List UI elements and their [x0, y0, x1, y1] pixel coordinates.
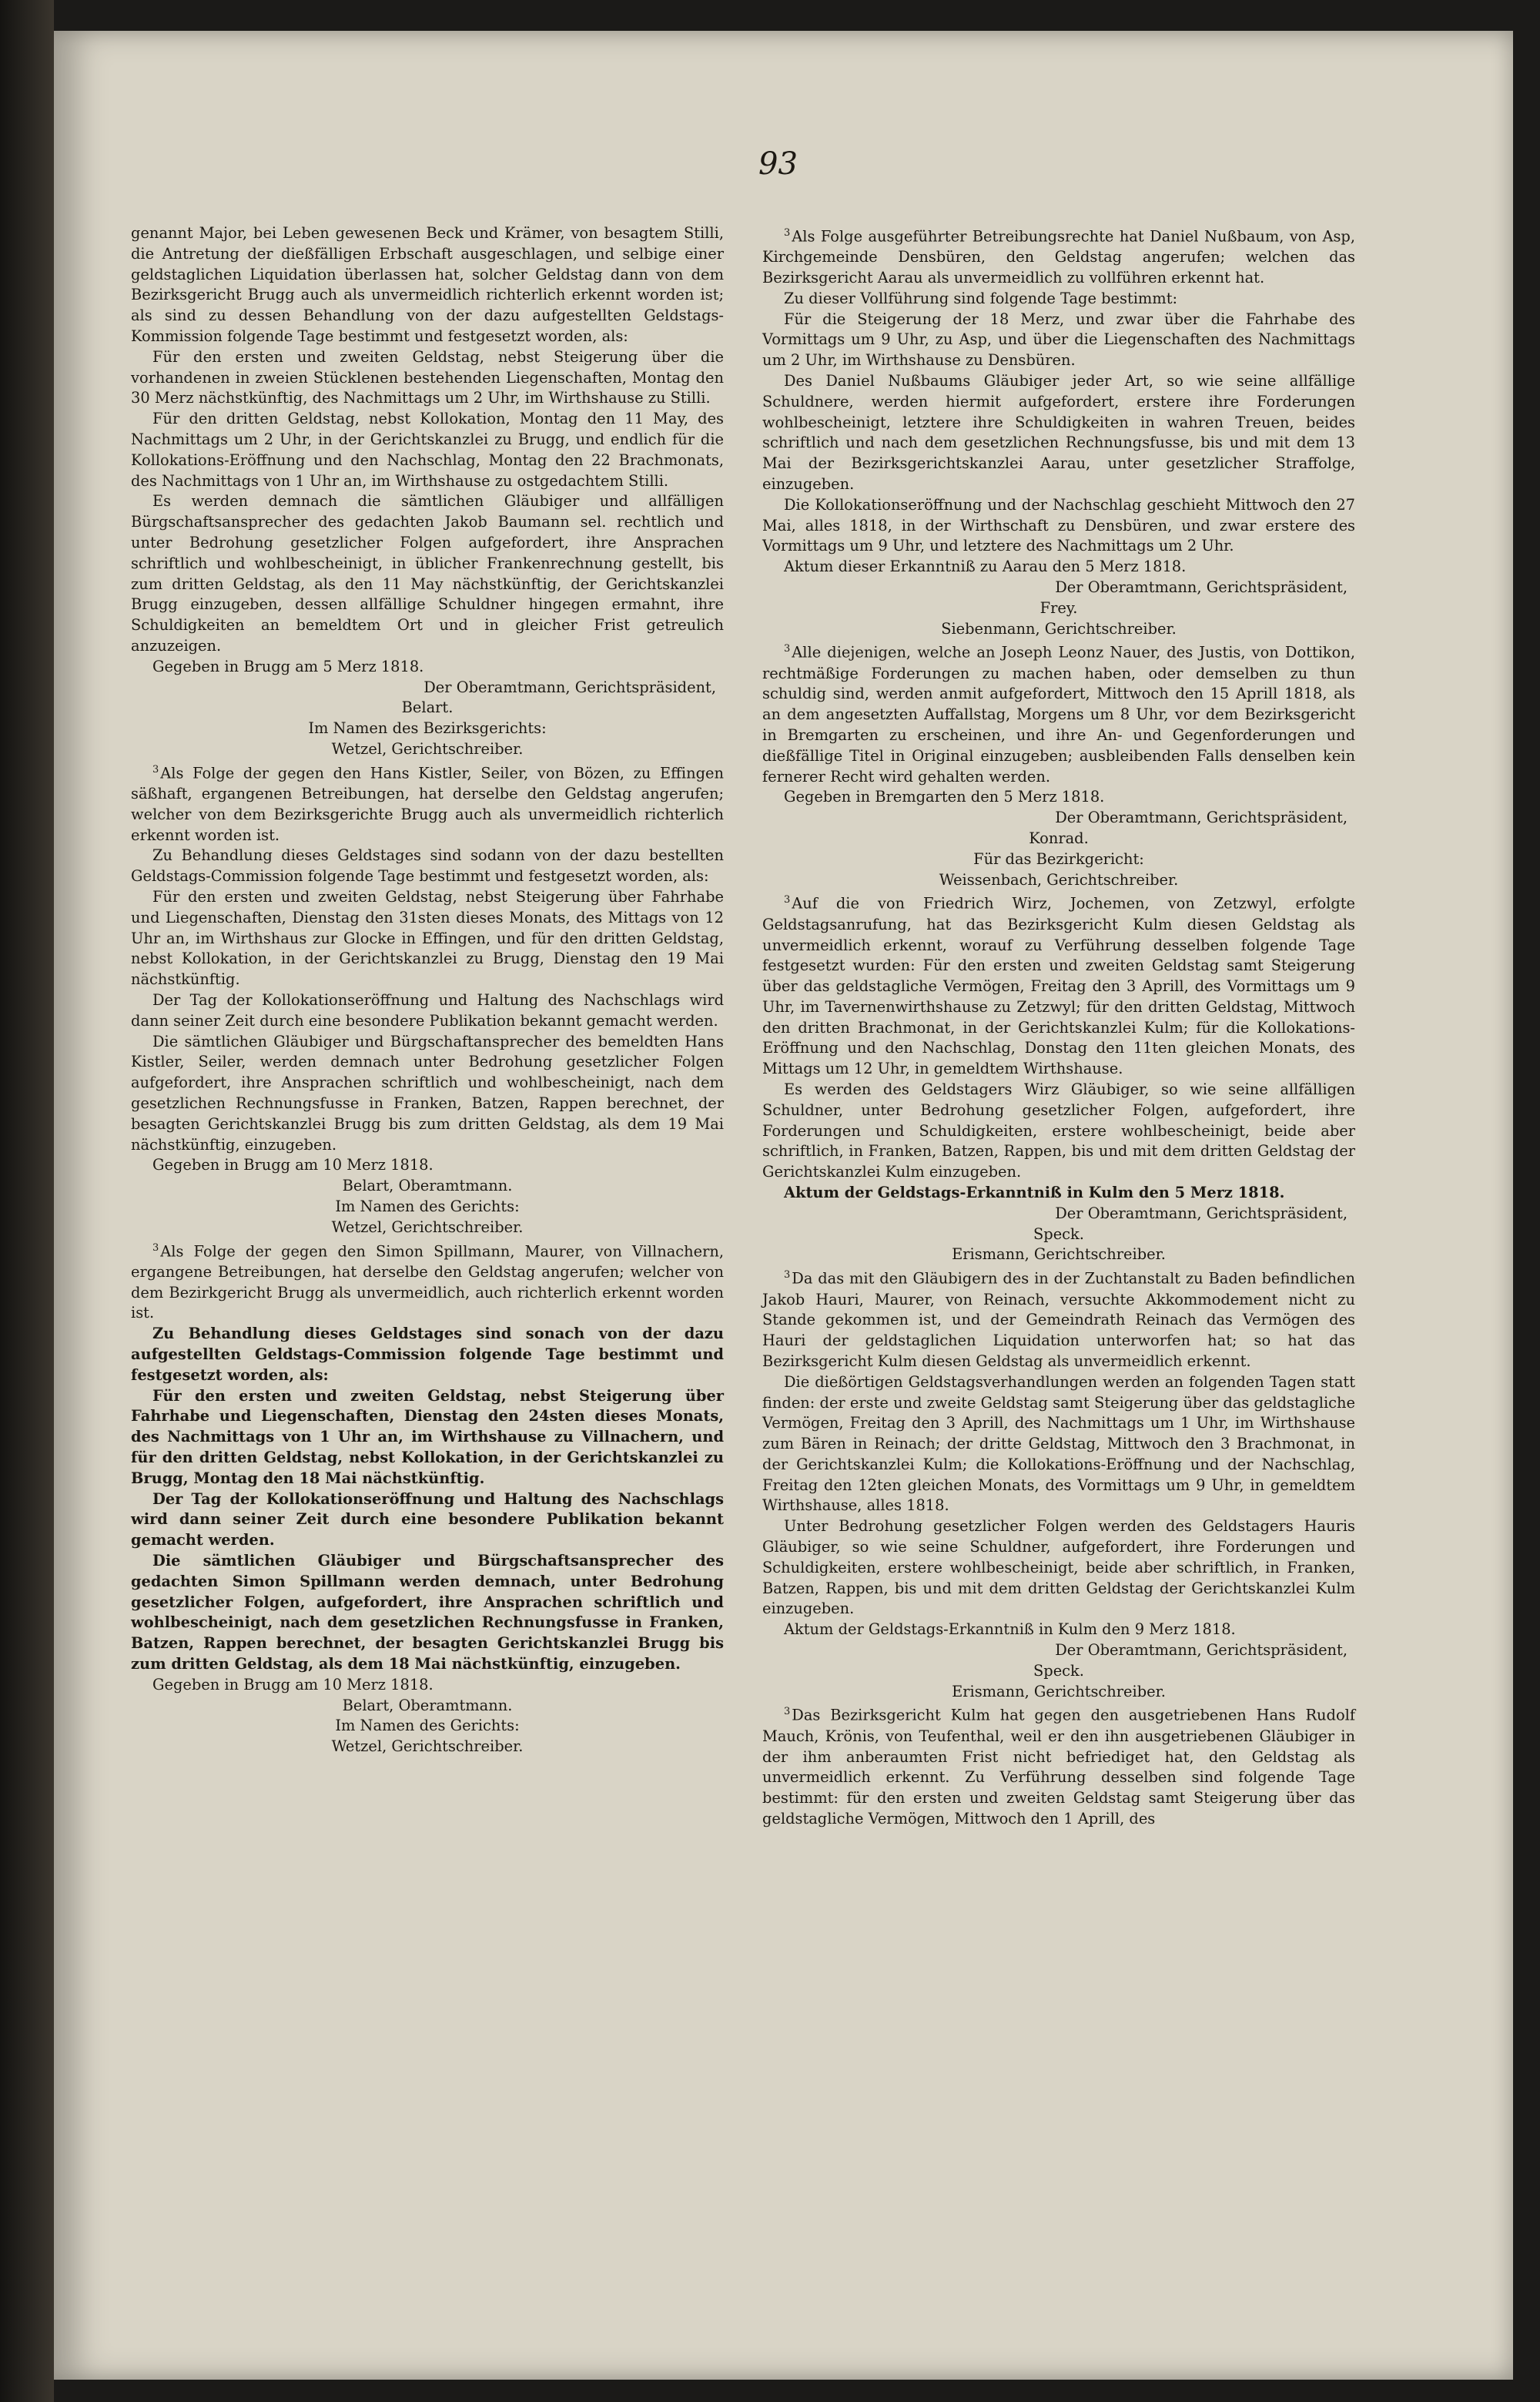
signature-name: Wetzel, Gerichtschreiber. — [331, 1737, 524, 1756]
signature-name: Erismann, Gerichtschreiber. — [952, 1682, 1166, 1700]
signature-line: Im Namen des Bezirksgerichts: — [308, 719, 547, 738]
paragraph: Es werden des Geldstagers Wirz Gläubiger, so wie seine allfälligen Schuldner, unter Bedrohung gesetzlicher Folgen, aufgefordert, ihre Forderungen und Schuldigkeiten, erstere wohlbescheinigt, beide aber schriftlich, in Franken, Batzen, Rappen, bis und mit dem dritten Geldstag der Gerichtskanzlei Kulm einzugeben. — [762, 1080, 1355, 1181]
notice-paragraph: $^3$ Als Folge der gegen den Simon Spillmann, Maurer, von Villnachern, ergangene Betreibungen, hat derselbe den Geldstag angerufen; welcher von dem Bezirkgericht Brugg als unvermeidlich, auch richterlich erkennt worden ist. — [131, 1241, 724, 1322]
paragraph: Die sämtlichen Gläubiger und Bürgschaftsansprecher des gedachten Simon Spillmann werden demnach, unter Bedrohung gesetzlicher Folgen, aufgefordert, ihre Ansprachen schriftlich und wohlbescheinigt, nach dem gesetzlichen Rechnungsfusse in Franken, Batzen, Rappen berechnet, der besagten Gerichtskanzlei Brugg bis zum dritten Geldstag, als dem 18 Mai nächstkünftig, einzugeben. — [131, 1551, 724, 1673]
paragraph: Der Tag der Kollokationseröffnung und Haltung des Nachschlags wird dann seiner Zeit durch eine besondere Publikation bekannt gemacht werden. — [131, 990, 724, 1030]
signature-line: Für das Bezirkgericht: — [973, 849, 1144, 868]
right-column — [762, 223, 1355, 1830]
signature-line: Der Oberamtmann, Gerichtspräsident, — [1055, 1204, 1348, 1222]
notice-mark: 3 — [784, 894, 791, 906]
dateline: Gegeben in Brugg am 10 Merz 1818. — [152, 1156, 434, 1174]
notice-paragraph: $^3$ Das Bezirksgericht Kulm hat gegen den ausgetriebenen Hans Rudolf Mauch, Krönis, von Teufenthal, weil er den ihn ausgetriebenen Gläubiger in der ihm anberaumten Frist nicht befriediget hat, den Geldstag als unvermeidlich erkennt. Zu Verführung desselben sind folgende Tage bestimmt: für den ersten und zweiten Geldstag samt Steigerung über das geldstagliche Vermögen, Mittwoch den 1 Aprill, des — [762, 1706, 1355, 1827]
document-page — [54, 31, 1513, 2380]
notice-mark: 3 — [152, 763, 159, 776]
page-number: 93 — [758, 146, 798, 182]
signature-name: Erismann, Gerichtschreiber. — [952, 1245, 1166, 1264]
paragraph: Zu dieser Vollführung sind folgende Tage bestimmt: — [784, 289, 1178, 307]
signature-name: Frey. — [1040, 598, 1078, 617]
paragraph: Zu Behandlung dieses Geldstages sind sonach von der dazu aufgestellten Geldstags-Commission folgende Tage bestimmt und festgesetzt worden, als: — [131, 1325, 724, 1384]
signature-name: Speck. — [1033, 1661, 1084, 1680]
paragraph: Für die Steigerung der 18 Merz, und zwar über die Fahrhabe des Vormittags um 9 Uhr, zu Asp, und über die Liegenschaften des Nachmittags um 2 Uhr, im Wirthshause zu Densbüren. — [762, 310, 1355, 370]
signature-name: Siebenmann, Gerichtschreiber. — [941, 619, 1177, 638]
signature-name: Belart. — [401, 698, 454, 717]
paragraph: Unter Bedrohung gesetzlicher Folgen werden des Geldstagers Hauris Gläubiger, so wie seine Schuldner, aufgefordert, ihre Forderungen und Schuldigkeiten, erstere wohlbescheinigt, beide aber schriftlich, in Franken, Batzen, Rappen, bis und mit dem dritten Geldstag der Gerichtskanzlei Kulm einzugeben. — [762, 1517, 1355, 1618]
signature-name: Wetzel, Gerichtschreiber. — [331, 739, 524, 758]
notice-paragraph: $^3$ Da das mit den Gläubigern des in der Zuchtanstalt zu Baden befindlichen Jakob Hauri, Maurer, von Reinach, versuchte Akkommodement nicht zu Stande gekommen ist, und der Gemeindrath Reinach das Vermögen des Hauri der geldstaglichen Liquidation unterworfen hat; so hat das Bezirksgericht Kulm diesen Geldstag als unvermeidlich erkennt. — [762, 1269, 1355, 1370]
paragraph: Für den ersten und zweiten Geldstag, nebst Steigerung über Fahrhabe und Liegenschaften, Dienstag den 24sten dieses Monats, des Nachmittags von 1 Uhr an, im Wirthshause zu Villnachern, und für den dritten Geldstag, nebst Kollokation, in der Gerichtskanzlei zu Brugg, Montag den 18 Mai nächstkünftig. — [131, 1386, 724, 1487]
signature-name: Weissenbach, Gerichtschreiber. — [939, 870, 1179, 889]
signature-name: Speck. — [1033, 1224, 1084, 1243]
paragraph: Die dießörtigen Geldstagsverhandlungen werden an folgenden Tagen statt finden: der erste und zweite Geldstag samt Steigerung über das geldstagliche Vermögen, Freitag den 3 Aprill, des Nachmittags um 1 Uhr, im Wirthshause zum Bären in Reinach; der dritte Geldstag, Mittwoch den 3 Brachmonat, in der Gerichtskanzlei Kulm; die Kollokations-Eröffnung und der Nachschlag, Freitag den 12ten gleichen Monats, des Vormittags um 9 Uhr, in gemeldtem Wirthshause, alles 1818. — [762, 1372, 1355, 1515]
notice-paragraph: $^3$ Als Folge ausgeführter Betreibungsrechte hat Daniel Nußbaum, von Asp, Kirchgemeinde Densbüren, den Geldstag angerufen; welchen das Bezirksgericht Aarau als unvermeidlich zu vollführen erkennt hat. — [762, 227, 1355, 287]
dateline: Gegeben in Brugg am 10 Merz 1818. — [152, 1675, 434, 1693]
paragraph: Für den ersten und zweiten Geldstag, nebst Steigerung über die vorhandenen in zweien Stücklenen bestehenden Liegenschaften, Montag den 30 Merz nächstkünftig, des Nachmittags um 2 Uhr, im Wirthshause zu Stilli. — [131, 347, 724, 407]
dateline: Gegeben in Bremgarten den 5 Merz 1818. — [784, 788, 1105, 806]
book-spine — [0, 0, 54, 2402]
paragraph: genannt Major, bei Leben gewesenen Beck und Krämer, von besagtem Stilli, die Antretung der dießfälligen Erbschaft ausgeschlagen, und selbige einer geldstaglichen Liquidation überlassen hat, solcher Geldstag dann von dem Bezirksgericht Brugg auch als unvermeidlich richterlich erkennt worden ist; als sind zu dessen Behandlung von der dazu aufgestellten Geldstags-Kommission folgende Tage bestimmt und festgesetzt worden, als: — [131, 224, 724, 345]
signature-line: Der Oberamtmann, Gerichtspräsident, — [1055, 578, 1348, 597]
paragraph: Es werden demnach die sämtlichen Gläubiger und allfälligen Bürgschaftsansprecher des gedachten Jakob Baumann sel. rechtlich und unter Bedrohung gesetzlicher Folgen aufgefordert, ihre Ansprachen schriftlich und wohlbescheinigt, in üblicher Frankenrechnung gestellt, bis zum dritten Geldstag, als den 11 May nächstkünftig, der Gerichtskanzlei Brugg einzugeben, dessen allfällige Schuldner hingegen ermahnt, ihre Schuldigkeiten an bemeldtem Ort und in gleicher Frist getreulich anzuzeigen. — [131, 492, 724, 655]
left-column — [131, 223, 724, 1757]
signature-line: Im Namen des Gerichts: — [335, 1717, 520, 1735]
paragraph: Die Kollokationseröffnung und der Nachschlag geschieht Mittwoch den 27 Mai, alles 1818, in der Wirthschaft zu Densbüren, und zwar erstere des Vormittags um 9 Uhr, und letztere des Nachmittags um 2 Uhr. — [762, 495, 1355, 555]
paragraph: Des Daniel Nußbaums Gläubiger jeder Art, so wie seine allfällige Schuldnere, werden hiermit aufgefordert, erstere ihre Forderungen wohlbescheinigt, letztere ihre Schuldigkeiten in wahren Treuen, beides schriftlich und nach dem gesetzlichen Rechnungsfusse, bis und mit dem 13 Mai der Bezirksgerichtskanzlei Aarau, unter gesetzlicher Straffolge, einzugeben. — [762, 372, 1355, 494]
notice-mark: 3 — [784, 227, 791, 239]
paragraph: Zu Behandlung dieses Geldstages sind sodann von der dazu bestellten Geldstags-Commission folgende Tage bestimmt und festgesetzt worden, als: — [131, 846, 724, 886]
signature-line: Der Oberamtmann, Gerichtspräsident, — [1055, 1641, 1348, 1660]
notice-mark: 3 — [784, 643, 791, 655]
notice-paragraph: $^3$ Alle diejenigen, welche an Joseph Leonz Nauer, des Justis, von Dottikon, rechtmäßige Forderungen zu machen haben, oder demselben zu thun schuldig sind, werden anmit aufgefordert, Mittwoch den 15 Aprill 1818, als an dem angesetzten Auffallstag, Morgens um 8 Uhr, vor dem Bezirksgericht in Bremgarten zu erscheinen, und ihre An- und Gegenforderungen und dießfällige Titel in Original einzugeben; ausbleibenden Falls denselben kein fernerer Recht wird gehalten werden. — [762, 643, 1355, 786]
paragraph: Die sämtlichen Gläubiger und Bürgschaftansprecher des bemeldten Hans Kistler, Seiler, werden demnach unter Bedrohung gesetzlicher Folgen aufgefordert, ihre Ansprachen schriftlich und wohlbescheinigt, nach dem gesetzlichen Rechnungsfusse in Franken, Batzen, Rappen berechnet, der besagten Gerichtskanzlei Brugg bis zum dritten Geldstag, als dem 19 Mai nächstkünftig, einzugeben. — [131, 1032, 724, 1154]
dateline: Aktum dieser Erkanntniß zu Aarau den 5 Merz 1818. — [784, 558, 1187, 576]
paragraph: Für den dritten Geldstag, nebst Kollokation, Montag den 11 May, des Nachmittags um 2 Uhr, in der Gerichtskanzlei zu Brugg, und endlich für die Kollokations-Eröffnung und den Nachschlag, Montag den 22 Brachmonats, des Nachmittags von 1 Uhr an, im Wirthshause zu ostgedachtem Stilli. — [131, 410, 724, 490]
signature-name: Belart, Oberamtmann. — [342, 1177, 513, 1195]
dateline: Gegeben in Brugg am 5 Merz 1818. — [152, 657, 424, 675]
notice-mark: 3 — [784, 1269, 791, 1281]
signature-name: Belart, Oberamtmann. — [342, 1696, 513, 1714]
signature-line: Der Oberamtmann, Gerichtspräsident, — [1055, 809, 1348, 827]
notice-mark: 3 — [152, 1241, 159, 1254]
notice-paragraph: $^3$ Als Folge der gegen den Hans Kistler, Seiler, von Bözen, zu Effingen säßhaft, ergangenen Betreibungen, hat derselbe den Geldstag angerufen; welcher von dem Bezirksgerichte Brugg auch als unvermeidlich richterlich erkennt worden ist. — [131, 763, 724, 844]
signature-line: Der Oberamtmann, Gerichtspräsident, — [424, 678, 716, 696]
notice-paragraph: $^3$ Auf die von Friedrich Wirz, Jochemen, von Zetzwyl, erfolgte Geldstagsanrufung, hat das Bezirksgericht Kulm diesen Geldstag als unvermeidlich erkennt, worauf zu Verführung desselben folgende Tage festgesetzt wurden: Für den ersten und zweiten Geldstag samt Steigerung über das geldstagliche Vermögen, Freitag den 3 Aprill, des Vormittags um 9 Uhr, im Tavernenwirthshause zu Zetzwyl; für den dritten Geldstag, Mittwoch den dritten Brachmonat, in der Gerichtskanzlei Kulm; für die Kollokations-Eröffnung und den Nachschlag, Donstag den 11ten gleichen Monats, des Mittags um 12 Uhr, in gemeldtem Wirthshause. — [762, 894, 1355, 1078]
paragraph: Der Tag der Kollokationseröffnung und Haltung des Nachschlags wird dann seiner Zeit durch eine besondere Publikation bekannt gemacht werden. — [131, 1489, 724, 1549]
dateline: Aktum der Geldstags-Erkanntniß in Kulm den 5 Merz 1818. — [784, 1184, 1285, 1202]
notice-mark: 3 — [784, 1706, 791, 1718]
dateline: Aktum der Geldstags-Erkanntniß in Kulm den 9 Merz 1818. — [784, 1620, 1236, 1639]
signature-line: Im Namen des Gerichts: — [335, 1197, 520, 1215]
paragraph: Für den ersten und zweiten Geldstag, nebst Steigerung über Fahrhabe und Liegenschaften, Dienstag den 31sten dieses Monats, des Mittags von 12 Uhr an, im Wirthshaus zur Glocke in Effingen, und für den dritten Geldstag, nebst Kollokation, in der Gerichtskanzlei zu Brugg, Dienstag den 19 Mai nächstkünftig. — [131, 887, 724, 989]
signature-name: Konrad. — [1029, 829, 1089, 848]
signature-name: Wetzel, Gerichtschreiber. — [331, 1218, 524, 1236]
